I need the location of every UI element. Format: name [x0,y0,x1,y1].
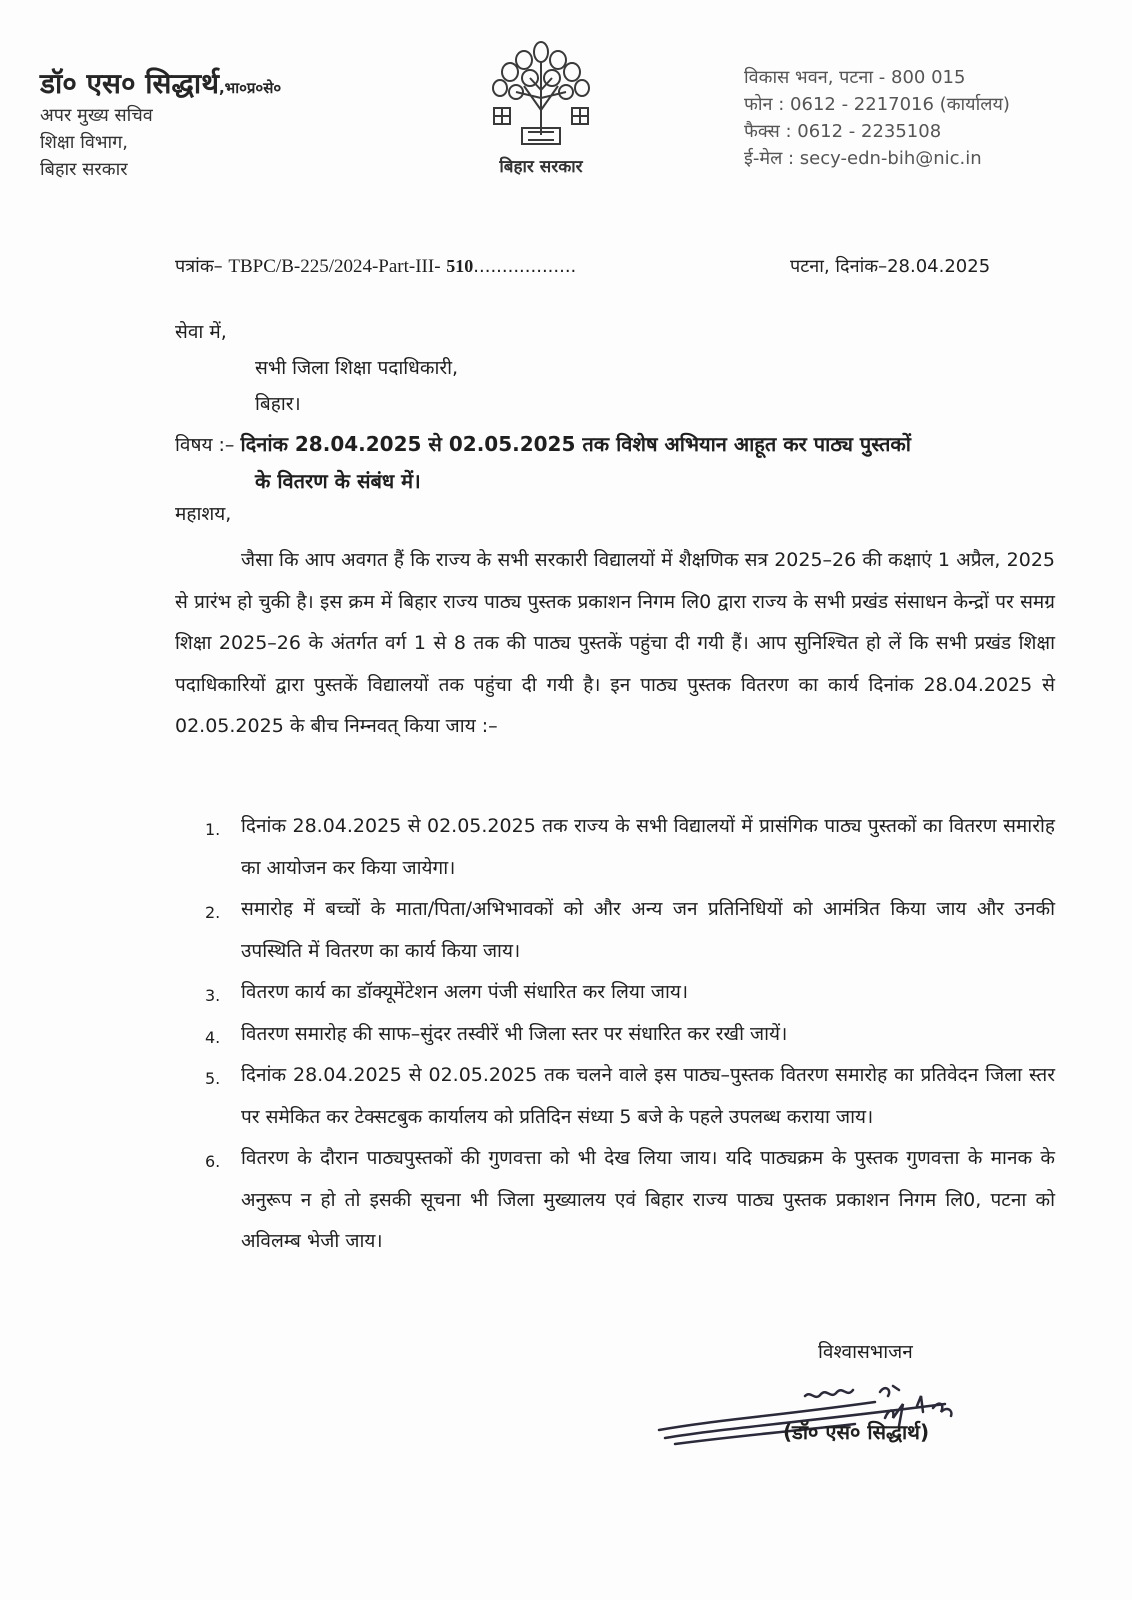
sender-government: बिहार सरकार [40,159,128,180]
list-item-text: दिनांक 28.04.2025 से 02.05.2025 तक राज्य के सभी विद्यालयों में प्रासंगिक पाठ्य पुस्तकों का वितरण समारोह का आयोजन कर किया जायेगा। [241,815,1055,879]
list-item [205,889,1055,972]
salutation: महाशय, [175,503,232,525]
recipient-line-2: बिहार। [255,393,301,415]
contact-block [744,64,1010,172]
closing-text: विश्वासभाजन [818,1341,913,1363]
list-item-text: समारोह में बच्चों के माता/पिता/अभिभावकों को और अन्य जन प्रतिनिधियों को आमंत्रित किया जाय और उनकी उपस्थिति में वितरण का कार्य किया जाय। [241,898,1055,962]
list-item-number: 6. [205,1152,221,1171]
subject-text-1: दिनांक 28.04.2025 से 02.05.2025 तक विशेष अभियान आहूत कर पाठ्य पुस्तकों [240,432,911,456]
subject-text-2: के वितरण के संबंध में। [255,469,421,493]
reference-label: पत्रांक– [175,256,223,277]
office-email: ई-मेल : secy-edn-bih@nic.in [744,148,982,169]
emblem-caption: बिहार सरकार [499,157,583,177]
sender-designation: अपर मुख्य सचिव [40,105,153,126]
body-paragraph: जैसा कि आप अवगत हैं कि राज्य के सभी सरकारी विद्यालयों में शैक्षणिक सत्र 2025–26 की कक्षाएं 1 अप्रैल, 2025 से प्रारंभ हो चुकी है। इस क्रम में बिहार राज्य पाठ्य पुस्तक प्रकाशन निगम लि0 द्वारा राज्य के सभी प्रखंड संसाधन केन्द्रों पर समग्र शिक्षा 2025–26 के अंतर्गत वर्ग 1 से 8 तक की पाठ्य पुस्तकें पहुंचा दी गयी हैं। आप सुनिश्चित हो लें कि सभी प्रखंड शिक्षा पदाधिकारियों द्वारा पुस्तकें विद्यालयों तक पहुंचा दी गयी है। इन पाठ्य पुस्तक वितरण का कार्य दिनांक 28.04.2025 से 02.05.2025 के बीच निम्नवत् किया जाय :– [175,549,1055,737]
list-item [205,1055,1055,1138]
letter-date: पटना, दिनांक–28.04.2025 [790,256,991,277]
bodhi-tree-emblem-icon [486,40,596,150]
office-address: विकास भवन, पटना - 800 015 [744,67,966,88]
list-item [205,972,1055,1014]
office-phone: फोन : 0612 - 2217016 (कार्यालय) [744,94,1010,115]
subject-block [175,426,1055,500]
list-item-number: 5. [205,1069,221,1088]
list-item-text: वितरण कार्य का डॉक्यूमेंटेशन अलग पंजी संधारित कर लिया जाय। [241,981,689,1003]
instruction-list [205,806,1055,1263]
list-item-text: दिनांक 28.04.2025 से 02.05.2025 तक चलने वाले इस पाठ्य–पुस्तक वितरण समारोह का प्रतिवेदन जिला स्तर पर समेकित कर टेक्सटबुक कार्यालय को प्रतिदिन संध्या 5 बजे के पहले उपलब्ध कराया जाय। [241,1064,1055,1128]
sender-degree: ,भा०प्र०से० [218,79,282,97]
bihar-emblem [486,40,596,177]
list-item-number: 2. [205,903,221,922]
list-item-number: 1. [205,820,221,839]
reference-number: TBPC/B-225/2024-Part-III- [228,256,441,277]
list-item [205,806,1055,889]
sender-block [40,64,281,183]
recipient-line-1: सभी जिला शिक्षा पदाधिकारी, [255,357,459,379]
signatory-name: (डॉ० एस० सिद्धार्थ) [783,1420,930,1444]
list-item-text: वितरण के दौरान पाठ्यपुस्तकों की गुणवत्ता को भी देख लिया जाय। यदि पाठ्यक्रम के पुस्तक गुणवत्ता के मानक के अनुरूप न हो तो इसकी सूचना भी जिला मुख्यालय एवं बिहार राज्य पाठ्य पुस्तक प्रकाशन निगम लि0, पटना को अविलम्ब भेजी जाय। [241,1147,1055,1252]
list-item [205,1138,1055,1263]
sender-department: शिक्षा विभाग, [40,132,129,153]
list-item-text: वितरण समारोह की साफ–सुंदर तस्वीरें भी जिला स्तर पर संधारित कर रखी जायें। [241,1022,788,1045]
sender-name [40,64,281,102]
sender-name-text: डॉ० एस० सिद्धार्थ [40,67,219,100]
list-item-number: 3. [205,986,221,1005]
reference-line [175,254,576,278]
list-item-number: 4. [205,1027,221,1047]
list-item [205,1014,1055,1056]
office-fax: फैक्स : 0612 - 2235108 [744,121,942,142]
recipient-block [175,314,458,422]
recipient-greeting: सेवा में, [175,321,227,343]
subject-label: विषय :– [175,434,235,456]
reference-dots: .................. [473,256,577,277]
reference-serial: 510 [446,256,474,276]
